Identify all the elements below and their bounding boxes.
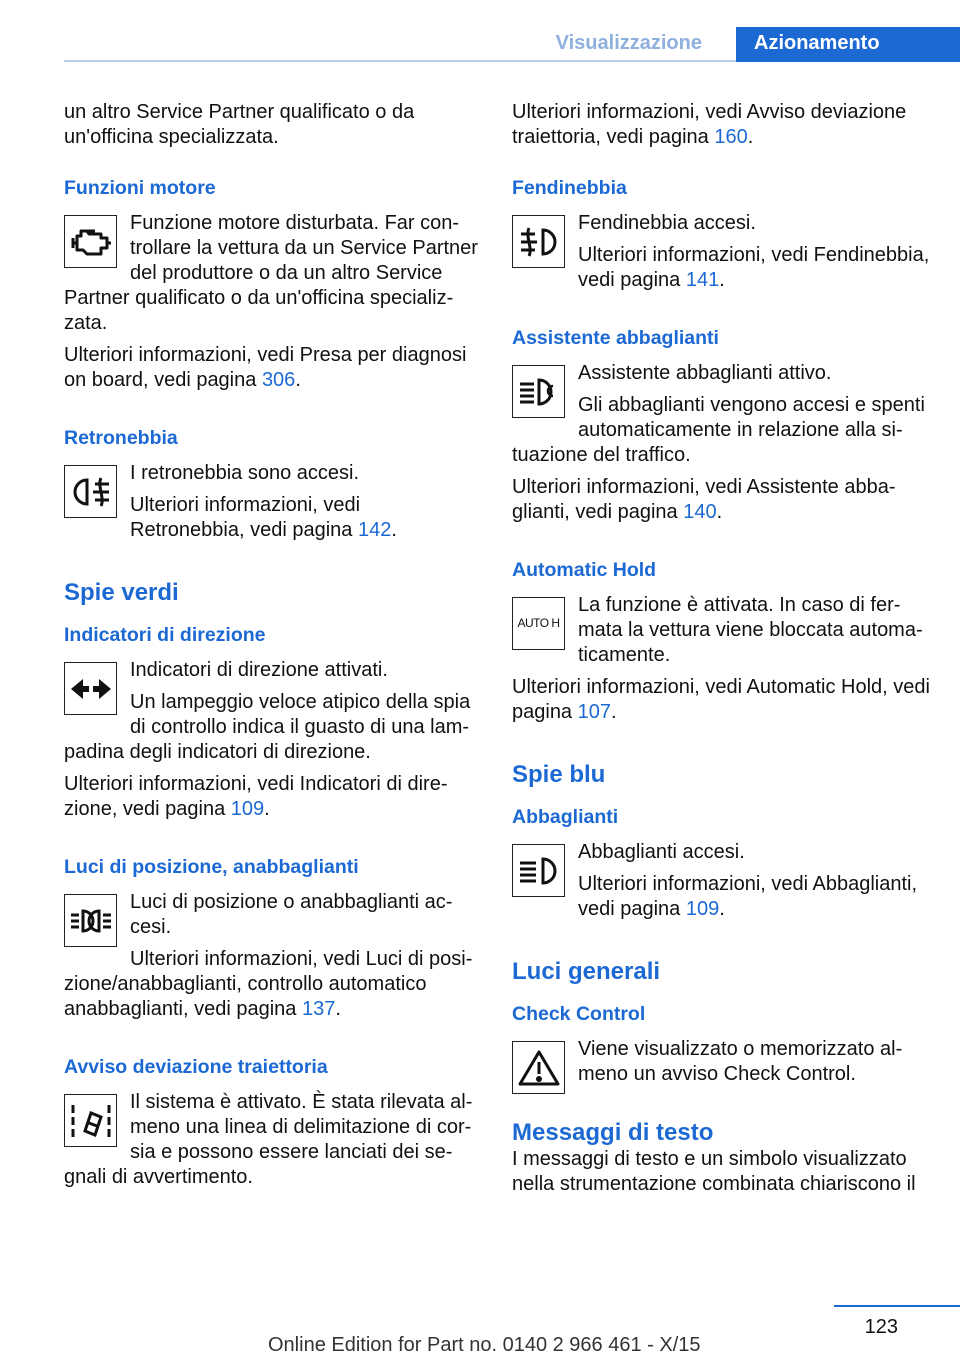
indicators-text2: Un lampeggio veloce atipico della spia di controllo indica il guasto di una lampadina degli indicatori di direzione. [64,691,471,763]
high-beam-icon [512,844,565,897]
front-fog-icon [512,215,565,268]
intro-text: un altro Service Partner qualificato o da un'officina specializzata. [64,101,415,148]
auto-hold-icon-label: AUTO H [517,616,560,630]
auto-hold-block [512,593,932,732]
right-column [512,100,932,1204]
high-beam-assist-text2: Gli abbaglianti vengono accesi e spenti automaticamente in relazione alla situazione del traffico. [512,394,925,466]
rear-fog-block [64,461,478,550]
rear-fog-page-link[interactable]: 142 [357,519,392,541]
footer-edition: Online Edition for Part no. 0140 2 966 461 - X/15 [268,1334,701,1356]
front-fog-text: Fendinebbia accesi. [578,212,756,234]
lights-more: Ulteriori informazioni, vedi Luci di posizione/anabbaglianti, controllo automatico anabbaglianti, vedi pagina 137. [64,948,473,1020]
indicators-page-link[interactable]: 109 [230,798,265,820]
section-title-front-fog: Fendinebbia [512,177,627,199]
lane-departure-icon [64,1094,117,1147]
lane-more: Ulteriori informazioni, vedi Avviso deviazione traiettoria, vedi pagina 160. [512,101,907,148]
lane-page-link[interactable]: 160 [714,126,748,148]
high-beam-assist-block [512,361,932,532]
high-beam-assist-icon [512,365,565,418]
tab-azionamento[interactable]: Azionamento [736,27,960,62]
section-title-auto-hold: Automatic Hold [512,559,657,581]
rear-fog-icon [64,465,117,518]
high-beam-more: Ulteriori informazioni, vedi Abbaglianti, vedi pagina 109. [578,873,918,920]
auto-hold-text: La funzione è attivata. In caso di fermata la vettura viene bloccata automaticamente. [578,594,923,666]
check-control-text: Viene visualizzato o memorizzato almeno un avviso Check Control. [578,1038,903,1085]
rear-fog-more: Ulteriori informazioni, vedi Retronebbia, vedi pagina 142. [130,494,397,541]
front-fog-page-link[interactable]: 141 [685,269,720,291]
indicators-block [64,658,478,829]
text-messages-body: I messaggi di testo e un simbolo visualizzato nella strumentazione combinata chiariscono il [512,1148,916,1195]
engine-icon [64,215,117,268]
section-title-lane: Avviso deviazione traiettoria [64,1056,328,1078]
section-title-high-beam: Abbaglianti [512,806,619,828]
auto-hold-icon [512,597,565,650]
front-fog-block [512,211,932,300]
auto-hold-more: Ulteriori informazioni, vedi Automatic Hold, vedi pagina 107. [512,676,930,723]
high-beam-assist-text: Assistente abbaglianti attivo. [578,362,832,384]
high-beam-text: Abbaglianti accesi. [578,841,745,863]
section-title-high-beam-assist: Assistente abbaglianti [512,327,719,349]
high-beam-assist-more: Ulteriori informazioni, vedi Assistente abbaglianti, vedi pagina 140. [512,476,896,523]
high-beam-assist-page-link[interactable]: 140 [683,501,717,523]
auto-hold-page-link[interactable]: 107 [577,701,611,723]
lane-block [64,1090,478,1197]
heading-blue-lights: Spie blu [512,761,606,788]
parking-lights-icon [64,894,117,947]
engine-block [64,211,478,400]
warning-triangle-icon [512,1041,565,1094]
lights-text: Luci di posizione o anabbaglianti accesi. [130,891,453,938]
footer-rule [834,1305,960,1307]
indicators-text: Indicatori di direzione attivati. [130,659,388,681]
engine-text: Funzione motore disturbata. Far controllare la vettura da un Service Partner del produttore o da un altro Service Partner qualificato o da un'officina specializzata. [64,212,478,334]
page-number: 123 [864,1316,898,1338]
engine-page-link[interactable]: 306 [261,369,296,391]
tab-visualizzazione[interactable]: Visualizzazione [555,32,702,54]
lane-text: Il sistema è attivato. È stata rilevata almeno una linea di delimitazione di corsia e possono essere lanciati dei segnali di avvertimento. [64,1091,473,1188]
lights-block [64,890,478,1029]
section-title-check-control: Check Control [512,1003,646,1025]
high-beam-page-link[interactable]: 109 [685,898,720,920]
heading-general-lights: Luci generali [512,958,661,985]
section-title-indicators: Indicatori di direzione [64,624,266,646]
indicators-more: Ulteriori informazioni, vedi Indicatori di direzione, vedi pagina 109. [64,773,448,820]
rear-fog-text: I retronebbia sono accesi. [130,462,360,484]
engine-more: Ulteriori informazioni, vedi Presa per diagnosi on board, vedi pagina 306. [64,344,467,391]
heading-text-messages: Messaggi di testo [512,1119,714,1146]
section-title-rear-fog: Retronebbia [64,427,178,449]
high-beam-block [512,840,932,929]
turn-arrows-icon [64,662,117,715]
front-fog-more: Ulteriori informazioni, vedi Fendinebbia, vedi pagina 141. [578,244,930,291]
left-column [64,100,478,1197]
section-title-engine: Funzioni motore [64,177,216,199]
lights-page-link[interactable]: 137 [301,998,336,1020]
heading-green-lights: Spie verdi [64,579,179,606]
section-title-lights: Luci di posizione, anabbaglianti [64,856,359,878]
check-control-block [512,1037,932,1098]
